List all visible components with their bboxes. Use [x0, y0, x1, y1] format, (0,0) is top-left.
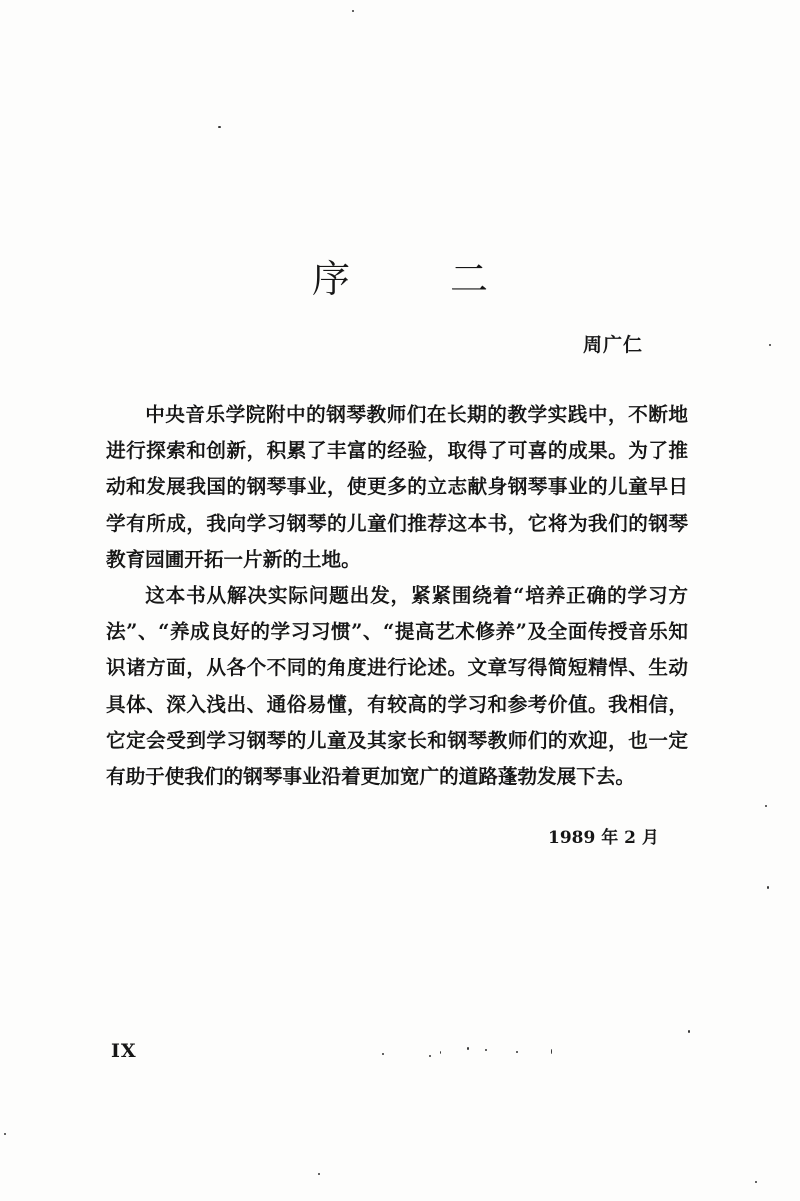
scan-speck — [352, 10, 354, 12]
preface-body — [106, 397, 688, 795]
scan-speck — [769, 344, 771, 346]
author-name: 周广仁 — [583, 334, 644, 356]
scan-speck — [688, 1030, 690, 1033]
page-number: IX — [111, 1040, 137, 1062]
scan-speck — [765, 805, 767, 807]
scan-speck — [4, 1133, 6, 1135]
scan-speck — [218, 126, 221, 128]
scan-speck — [551, 1049, 552, 1054]
scan-speck — [485, 1049, 487, 1051]
scan-speck — [467, 1047, 469, 1050]
scan-speck — [429, 1055, 431, 1057]
paragraph-2: 这本书从解决实际问题出发，紧紧围绕着“培养正确的学习方法”、“养成良好的学习习惯”、“提高艺术修养”及全面传授音乐知识诸方面，从各个不同的角度进行论述。文章写得简短精悍、生动具体、深入浅出、通俗易懂，有较高的学习和参考价值。我相信，它定会受到学习钢琴的儿童及其家长和钢琴教师们的欢迎，也一定有助于使我们的钢琴事业沿着更加宽广的道路蓬勃发展下去。 — [106, 584, 688, 789]
paragraph-1: 中央音乐学院附中的钢琴教师们在长期的教学实践中，不断地进行探索和创新，积累了丰富的经验，取得了可喜的成果。为了推动和发展我国的钢琴事业，使更多的立志献身钢琴事业的儿童早日学有所成，我向学习钢琴的儿童们推荐这本书，它将为我们的钢琴教育园圃开拓一片新的土地。 — [106, 403, 688, 571]
scan-speck — [318, 1173, 320, 1175]
scan-speck — [767, 886, 769, 889]
scan-speck — [755, 1181, 757, 1183]
date-line: 1989 年 2 月 — [548, 828, 659, 848]
scan-speck — [516, 1051, 518, 1053]
scan-speck — [440, 1051, 441, 1054]
page-title: 序 二 — [311, 257, 533, 301]
scan-speck — [382, 1053, 384, 1055]
